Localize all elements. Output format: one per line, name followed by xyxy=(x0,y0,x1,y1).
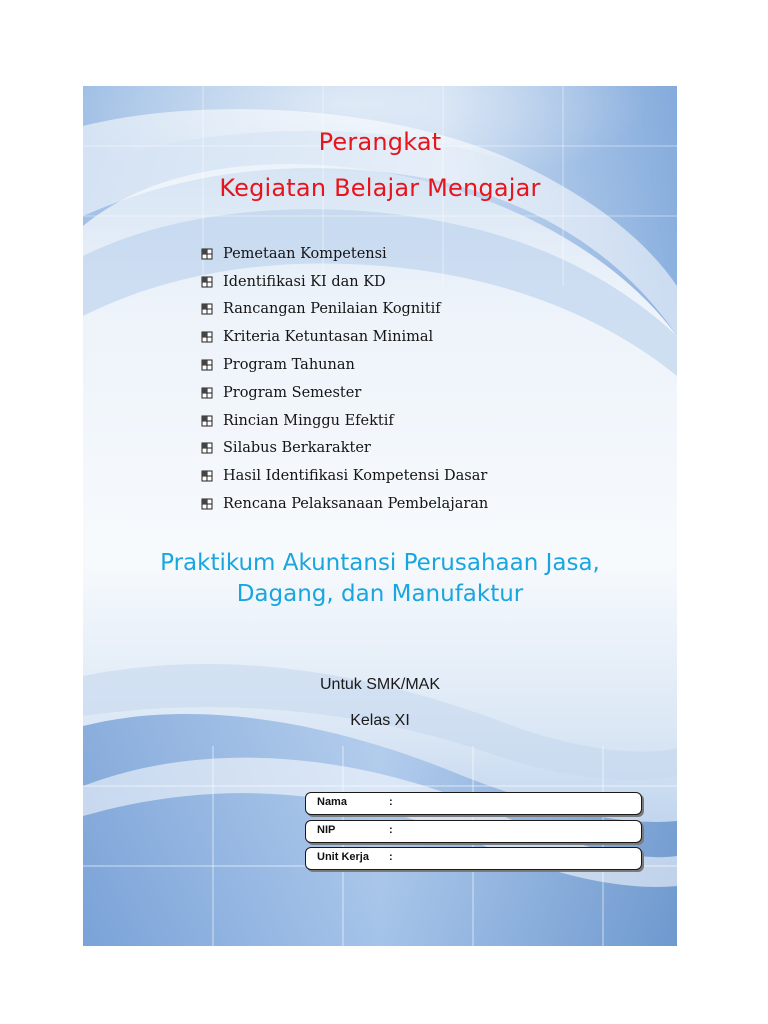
field-label: Nama xyxy=(317,796,347,808)
grid-square-bullet-icon xyxy=(201,498,213,510)
nama-field[interactable] xyxy=(305,792,642,815)
grid-square-bullet-icon xyxy=(201,470,213,482)
grid-square-bullet-icon xyxy=(201,415,213,427)
list-item-label: Rincian Minggu Efektif xyxy=(223,412,394,429)
list-item xyxy=(201,462,488,490)
field-label: Unit Kerja xyxy=(317,851,369,863)
list-item xyxy=(201,268,488,296)
list-item xyxy=(201,379,488,407)
list-item xyxy=(201,296,488,324)
field-separator: : xyxy=(389,824,393,836)
list-item xyxy=(201,407,488,435)
grid-square-bullet-icon xyxy=(201,331,213,343)
list-item-label: Kriteria Ketuntasan Minimal xyxy=(223,329,434,346)
list-item-label: Program Tahunan xyxy=(223,357,355,374)
list-item xyxy=(201,351,488,379)
list-item xyxy=(201,435,488,463)
list-item xyxy=(201,490,488,518)
grid-square-bullet-icon xyxy=(201,248,213,260)
title-line-2: Kegiatan Belajar Mengajar xyxy=(219,174,541,202)
title-line-1: Perangkat xyxy=(318,128,442,156)
subject-title-line-2: Dagang, dan Manufaktur xyxy=(236,581,524,607)
unit-kerja-field[interactable] xyxy=(305,847,642,870)
grid-square-bullet-icon xyxy=(201,442,213,454)
list-item-label: Identifikasi KI dan KD xyxy=(223,273,386,290)
list-item-label: Program Semester xyxy=(223,384,362,401)
list-item xyxy=(201,323,488,351)
grid-square-bullet-icon xyxy=(201,359,213,371)
audience-school: Untuk SMK/MAK xyxy=(319,676,441,693)
subject-title-line-1: Praktikum Akuntansi Perusahaan Jasa, xyxy=(160,550,600,576)
list-item xyxy=(201,240,488,268)
audience-grade: Kelas XI xyxy=(350,712,410,729)
nip-field[interactable] xyxy=(305,820,642,843)
grid-square-bullet-icon xyxy=(201,276,213,288)
list-item-label: Hasil Identifikasi Kompetensi Dasar xyxy=(223,468,488,485)
field-separator: : xyxy=(389,796,393,808)
list-item-label: Rancangan Penilaian Kognitif xyxy=(223,301,441,318)
grid-square-bullet-icon xyxy=(201,303,213,315)
document-list xyxy=(201,240,488,518)
field-label: NIP xyxy=(317,824,336,836)
field-separator: : xyxy=(389,851,393,863)
cover-page xyxy=(83,86,677,946)
list-item-label: Rencana Pelaksanaan Pembelajaran xyxy=(223,496,489,513)
list-item-label: Pemetaan Kompetensi xyxy=(223,245,387,262)
list-item-label: Silabus Berkarakter xyxy=(223,440,371,457)
grid-square-bullet-icon xyxy=(201,387,213,399)
